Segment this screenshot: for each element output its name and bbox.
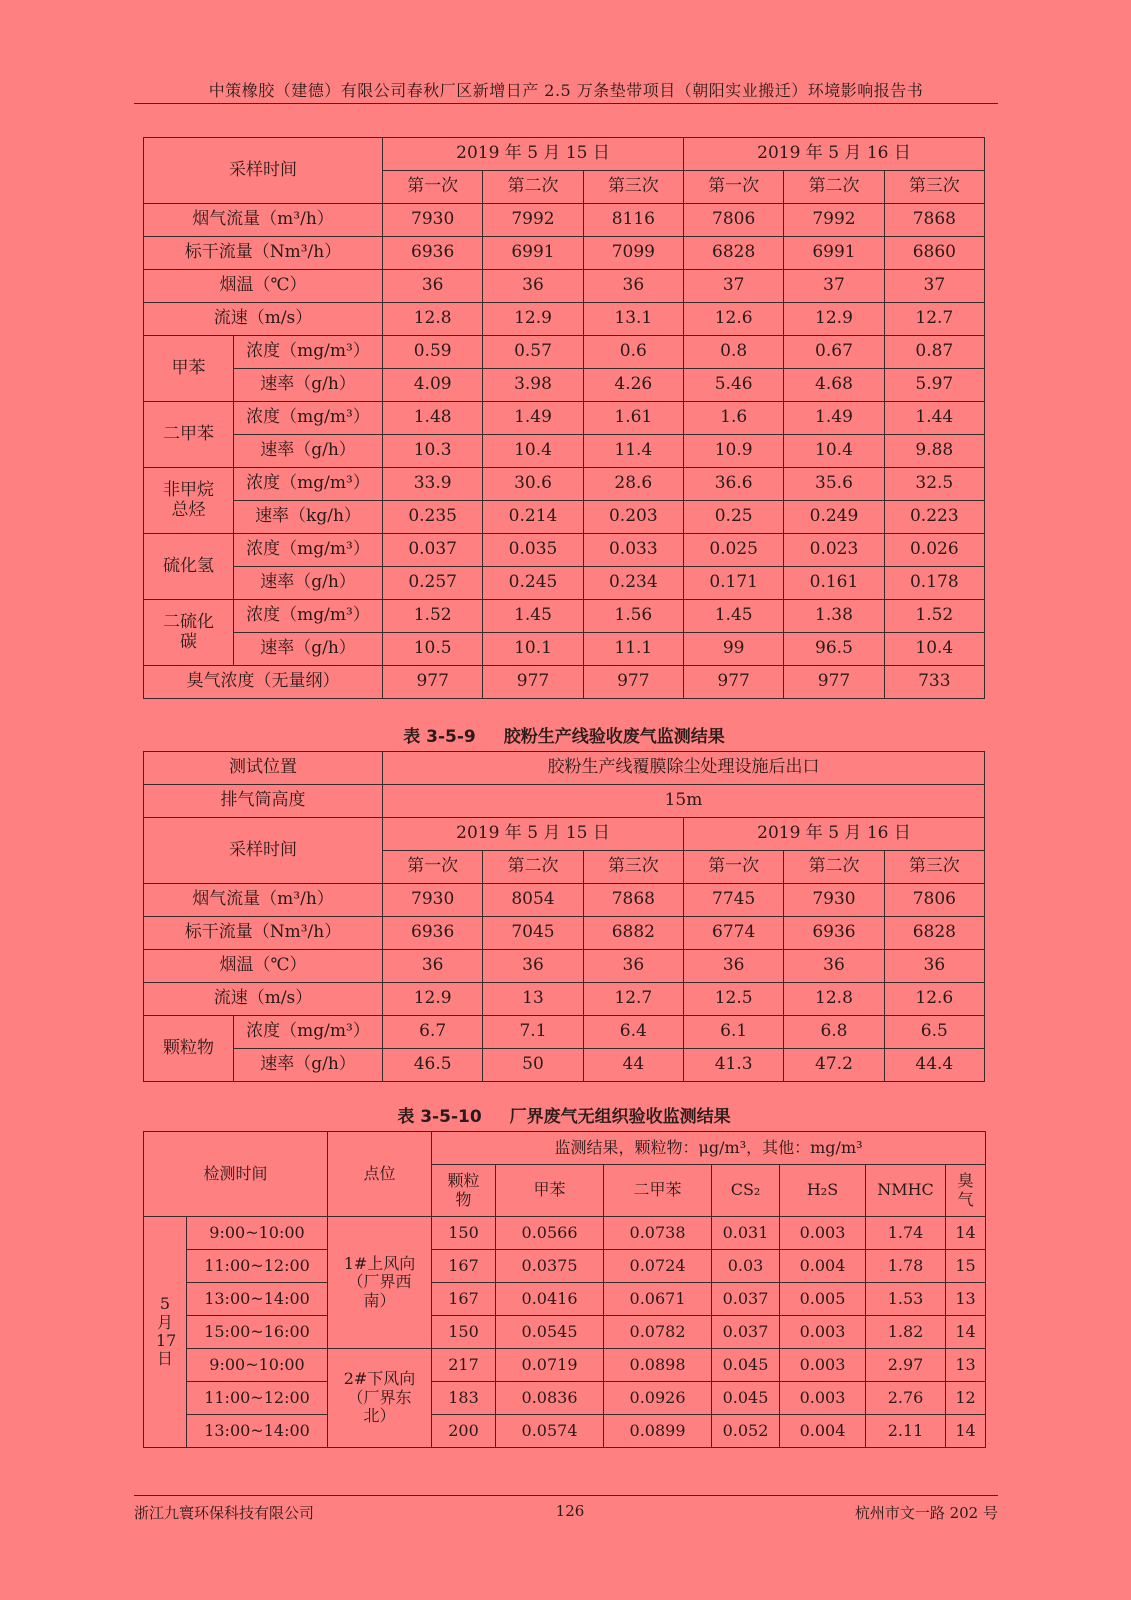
cell: 6.7: [383, 1016, 483, 1049]
cell: 6.8: [784, 1016, 884, 1049]
cell: 1.52: [884, 600, 984, 633]
cell: 0.004: [780, 1250, 866, 1283]
cell: 46.5: [383, 1049, 483, 1082]
pollutant-name: 硫化氢: [144, 534, 234, 600]
cell: 0.8: [683, 336, 783, 369]
cell: 167: [432, 1250, 496, 1283]
cell: 0.0671: [604, 1283, 712, 1316]
cell: 96.5: [784, 633, 884, 666]
cell: 7992: [784, 204, 884, 237]
cell: 0.037: [383, 534, 483, 567]
cell: 37: [784, 270, 884, 303]
cell: 7868: [583, 884, 683, 917]
cell: 0.257: [383, 567, 483, 600]
footer-rule: [134, 1495, 998, 1496]
row-label: 臭气浓度（无量纲）: [144, 666, 383, 699]
table-row: [144, 567, 985, 600]
table-caption: [143, 1102, 985, 1127]
cell: 11.1: [583, 633, 683, 666]
cell: 7930: [383, 204, 483, 237]
table-row: [144, 204, 985, 237]
row-label: 排气筒高度: [144, 785, 383, 818]
cell: 1.45: [683, 600, 783, 633]
cell: 0.178: [884, 567, 984, 600]
pollutant-name: 非甲烷总烃: [144, 468, 234, 534]
cell: 7.1: [483, 1016, 583, 1049]
table-row: [144, 917, 985, 950]
cell: 0.0416: [496, 1283, 604, 1316]
cell: 1.78: [866, 1250, 946, 1283]
date-header: 2019 年 5 月 16 日: [683, 138, 984, 171]
table-row: [144, 270, 985, 303]
voc-monitoring-table: [143, 137, 985, 699]
col-header: CS₂: [712, 1165, 780, 1217]
table-row: [144, 1283, 986, 1316]
col-header: H₂S: [780, 1165, 866, 1217]
cell: 12.6: [683, 303, 783, 336]
sampling-time-header: 采样时间: [144, 138, 383, 204]
row-label: 浓度（mg/m³）: [234, 336, 383, 369]
sampling-time-header: 采样时间: [144, 818, 383, 884]
row-label: 烟气流量（m³/h）: [144, 884, 383, 917]
cell: 7806: [884, 884, 984, 917]
cell: 0.031: [712, 1217, 780, 1250]
table-row: [144, 884, 985, 917]
cell: 47.2: [784, 1049, 884, 1082]
cell: 0.0926: [604, 1382, 712, 1415]
cell: 1.52: [383, 600, 483, 633]
row-label: 烟气流量（m³/h）: [144, 204, 383, 237]
pollutant-name: 甲苯: [144, 336, 234, 402]
cell: 32.5: [884, 468, 984, 501]
cell: 0.045: [712, 1382, 780, 1415]
cell: 6.1: [683, 1016, 783, 1049]
cell: 0.57: [483, 336, 583, 369]
cell: 36: [383, 270, 483, 303]
cell: 99: [683, 633, 783, 666]
table-row: [144, 1382, 986, 1415]
cell: 6.4: [583, 1016, 683, 1049]
table-row: [144, 501, 985, 534]
cell: 6860: [884, 237, 984, 270]
col-header: 甲苯: [496, 1165, 604, 1217]
page-number: 126: [555, 1502, 585, 1520]
row-label: 测试位置: [144, 752, 383, 785]
cell: 2.11: [866, 1415, 946, 1448]
cell: 10.9: [683, 435, 783, 468]
table-row: [144, 1217, 986, 1250]
date-cell: 5月17日: [144, 1217, 187, 1448]
cell: 977: [483, 666, 583, 699]
table-row: [144, 1250, 986, 1283]
row-label: 速率（g/h）: [234, 633, 383, 666]
col-header: 颗粒物: [432, 1165, 496, 1217]
cell: 0.045: [712, 1349, 780, 1382]
cell: 36.6: [683, 468, 783, 501]
row-label: 浓度（mg/m³）: [234, 600, 383, 633]
table-row: [144, 950, 985, 983]
caption-number: 表 3-5-9: [403, 727, 476, 747]
cell: 37: [683, 270, 783, 303]
cell: 5.46: [683, 369, 783, 402]
row-label: 浓度（mg/m³）: [234, 468, 383, 501]
cell: 0.235: [383, 501, 483, 534]
cell: 28.6: [583, 468, 683, 501]
cell: 13.1: [583, 303, 683, 336]
run-header: 第二次: [784, 171, 884, 204]
cell: 44: [583, 1049, 683, 1082]
cell: 10.4: [884, 633, 984, 666]
cell: 4.68: [784, 369, 884, 402]
cell: 7868: [884, 204, 984, 237]
cell: 44.4: [884, 1049, 984, 1082]
cell: 0.171: [683, 567, 783, 600]
cell: 1.74: [866, 1217, 946, 1250]
cell: 36: [483, 270, 583, 303]
row-label: 速率（g/h）: [234, 369, 383, 402]
cell: 1.48: [383, 402, 483, 435]
time-cell: 13:00~14:00: [187, 1283, 328, 1316]
table-row: [144, 336, 985, 369]
cell: 6828: [683, 237, 783, 270]
cell: 36: [583, 950, 683, 983]
cell: 10.3: [383, 435, 483, 468]
run-header: 第一次: [383, 851, 483, 884]
cell: 977: [784, 666, 884, 699]
cell: 0.033: [583, 534, 683, 567]
cell: 0.0375: [496, 1250, 604, 1283]
cell: 183: [432, 1382, 496, 1415]
caption-number: 表 3-5-10: [397, 1107, 482, 1127]
cell: 41.3: [683, 1049, 783, 1082]
cell: 7099: [583, 237, 683, 270]
cell: 7992: [483, 204, 583, 237]
cell: 30.6: [483, 468, 583, 501]
boundary-monitoring-table: [143, 1131, 986, 1448]
cell: 0.59: [383, 336, 483, 369]
time-header: 检测时间: [144, 1132, 328, 1217]
cell: 4.26: [583, 369, 683, 402]
table-row: [144, 1049, 985, 1082]
cell: 0.0782: [604, 1316, 712, 1349]
time-cell: 9:00~10:00: [187, 1217, 328, 1250]
cell: 0.234: [583, 567, 683, 600]
cell: 7745: [683, 884, 783, 917]
cell: 6936: [784, 917, 884, 950]
cell: 977: [383, 666, 483, 699]
cell: 6936: [383, 917, 483, 950]
cell: 0.004: [780, 1415, 866, 1448]
site-cell: 1#上风向（厂界西南）: [328, 1217, 432, 1349]
cell: 6828: [884, 917, 984, 950]
caption-text: 厂界废气无组织验收监测结果: [509, 1107, 731, 1127]
table-row: [144, 237, 985, 270]
cell: 0.0899: [604, 1415, 712, 1448]
cell: 977: [583, 666, 683, 699]
cell: 0.035: [483, 534, 583, 567]
cell: 36: [383, 950, 483, 983]
cell: 35.6: [784, 468, 884, 501]
run-header: 第二次: [784, 851, 884, 884]
row-label: 速率（g/h）: [234, 435, 383, 468]
cell: 1.49: [483, 402, 583, 435]
cell: 0.003: [780, 1217, 866, 1250]
cell: 0.003: [780, 1349, 866, 1382]
row-label: 烟温（℃）: [144, 950, 383, 983]
run-header: 第三次: [884, 171, 984, 204]
cell: 12.9: [383, 983, 483, 1016]
cell: 3.98: [483, 369, 583, 402]
run-header: 第二次: [483, 171, 583, 204]
cell: 12.9: [784, 303, 884, 336]
cell: 0.0574: [496, 1415, 604, 1448]
time-cell: 11:00~12:00: [187, 1250, 328, 1283]
date-header: 2019 年 5 月 16 日: [683, 818, 984, 851]
cell: 37: [884, 270, 984, 303]
table-row: [144, 1415, 986, 1448]
site-header: 点位: [328, 1132, 432, 1217]
cell: 0.0724: [604, 1250, 712, 1283]
cell: 12: [946, 1382, 986, 1415]
row-label: 浓度（mg/m³）: [234, 1016, 383, 1049]
footer-company: 浙江九寰环保科技有限公司: [134, 1504, 315, 1522]
cell: 6936: [383, 237, 483, 270]
cell: 0.223: [884, 501, 984, 534]
row-label: 浓度（mg/m³）: [234, 534, 383, 567]
time-cell: 11:00~12:00: [187, 1382, 328, 1415]
row-label: 标干流量（Nm³/h）: [144, 237, 383, 270]
row-label: 流速（m/s）: [144, 983, 383, 1016]
cell: 0.214: [483, 501, 583, 534]
cell: 10.4: [784, 435, 884, 468]
table-row: [144, 600, 985, 633]
table-row: [144, 1016, 985, 1049]
cell: 6774: [683, 917, 783, 950]
run-header: 第一次: [683, 851, 783, 884]
time-cell: 15:00~16:00: [187, 1316, 328, 1349]
cell: 150: [432, 1217, 496, 1250]
col-header: NMHC: [866, 1165, 946, 1217]
time-cell: 9:00~10:00: [187, 1349, 328, 1382]
cell: 1.82: [866, 1316, 946, 1349]
cell: 1.56: [583, 600, 683, 633]
cell: 150: [432, 1316, 496, 1349]
row-label: 速率（g/h）: [234, 567, 383, 600]
cell: 12.8: [383, 303, 483, 336]
cell: 36: [583, 270, 683, 303]
cell: 0.25: [683, 501, 783, 534]
cell: 36: [483, 950, 583, 983]
table-row: [144, 369, 985, 402]
date-header: 2019 年 5 月 15 日: [383, 818, 684, 851]
cell: 1.44: [884, 402, 984, 435]
cell: 733: [884, 666, 984, 699]
caption-text: 胶粉生产线验收废气监测结果: [503, 727, 725, 747]
cell: 2.76: [866, 1382, 946, 1415]
cell: 1.38: [784, 600, 884, 633]
cell: 12.9: [483, 303, 583, 336]
row-label: 速率（g/h）: [234, 1049, 383, 1082]
table-row: [144, 666, 985, 699]
cell: 10.4: [483, 435, 583, 468]
cell: 14: [946, 1415, 986, 1448]
result-header: 监测结果，颗粒物：μg/m³，其他：mg/m³: [432, 1132, 986, 1165]
cell: 0.0836: [496, 1382, 604, 1415]
cell: 6882: [583, 917, 683, 950]
table-row: [144, 402, 985, 435]
cell: 5.97: [884, 369, 984, 402]
cell: 13: [483, 983, 583, 1016]
cell: 2.97: [866, 1349, 946, 1382]
rubber-powder-monitoring-table: [143, 751, 985, 1082]
site-cell: 2#下风向（厂界东北）: [328, 1349, 432, 1448]
cell: 0.249: [784, 501, 884, 534]
cell: 0.0566: [496, 1217, 604, 1250]
cell: 0.03: [712, 1250, 780, 1283]
table-row: [144, 633, 985, 666]
cell: 15: [946, 1250, 986, 1283]
cell: 12.7: [884, 303, 984, 336]
cell: 10.5: [383, 633, 483, 666]
table-row: [144, 534, 985, 567]
cell: 4.09: [383, 369, 483, 402]
cell: 12.8: [784, 983, 884, 1016]
cell: 50: [483, 1049, 583, 1082]
run-header: 第三次: [583, 851, 683, 884]
col-header: 臭气: [946, 1165, 986, 1217]
cell: 7045: [483, 917, 583, 950]
row-label: 标干流量（Nm³/h）: [144, 917, 383, 950]
cell: 0.161: [784, 567, 884, 600]
run-header: 第一次: [683, 171, 783, 204]
cell: 0.0738: [604, 1217, 712, 1250]
cell: 6991: [784, 237, 884, 270]
cell: 12.6: [884, 983, 984, 1016]
cell: 977: [683, 666, 783, 699]
table-row: [144, 983, 985, 1016]
document-header: 中策橡胶（建德）有限公司春秋厂区新增日产 2.5 万条垫带项目（朝阳实业搬迁）环境影响报告书: [208, 81, 924, 100]
pollutant-name: 颗粒物: [144, 1016, 234, 1082]
cell: 0.203: [583, 501, 683, 534]
cell: 200: [432, 1415, 496, 1448]
cell: 0.037: [712, 1316, 780, 1349]
cell: 7930: [784, 884, 884, 917]
cell: 13: [946, 1349, 986, 1382]
cell: 167: [432, 1283, 496, 1316]
cell: 6.5: [884, 1016, 984, 1049]
cell: 0.037: [712, 1283, 780, 1316]
col-header: 二甲苯: [604, 1165, 712, 1217]
cell: 14: [946, 1217, 986, 1250]
cell: 0.87: [884, 336, 984, 369]
row-label: 速率（kg/h）: [234, 501, 383, 534]
row-label: 浓度（mg/m³）: [234, 402, 383, 435]
cell: 0.0545: [496, 1316, 604, 1349]
run-header: 第三次: [884, 851, 984, 884]
time-cell: 13:00~14:00: [187, 1415, 328, 1448]
cell: 13: [946, 1283, 986, 1316]
run-header: 第三次: [583, 171, 683, 204]
cell: 36: [784, 950, 884, 983]
cell: 14: [946, 1316, 986, 1349]
cell: 0.003: [780, 1382, 866, 1415]
cell: 8116: [583, 204, 683, 237]
table-row: [144, 1349, 986, 1382]
row-label: 流速（m/s）: [144, 303, 383, 336]
cell: 10.1: [483, 633, 583, 666]
cell: 0.023: [784, 534, 884, 567]
cell: 1.49: [784, 402, 884, 435]
cell: 7806: [683, 204, 783, 237]
cell: 0.67: [784, 336, 884, 369]
cell: 0.0719: [496, 1349, 604, 1382]
table-row: [144, 468, 985, 501]
cell: 36: [884, 950, 984, 983]
cell: 12.5: [683, 983, 783, 1016]
pollutant-name: 二甲苯: [144, 402, 234, 468]
cell: 0.052: [712, 1415, 780, 1448]
cell: 7930: [383, 884, 483, 917]
table-row: [144, 1316, 986, 1349]
cell: 1.6: [683, 402, 783, 435]
cell: 0.0898: [604, 1349, 712, 1382]
cell: 0.025: [683, 534, 783, 567]
date-header: 2019 年 5 月 15 日: [383, 138, 684, 171]
header-rule: [134, 103, 998, 104]
cell: 15m: [383, 785, 985, 818]
cell: 0.026: [884, 534, 984, 567]
cell: 胶粉生产线覆膜除尘处理设施后出口: [383, 752, 985, 785]
cell: 36: [683, 950, 783, 983]
cell: 0.003: [780, 1316, 866, 1349]
cell: 217: [432, 1349, 496, 1382]
cell: 0.005: [780, 1283, 866, 1316]
run-header: 第一次: [383, 171, 483, 204]
cell: 0.6: [583, 336, 683, 369]
footer-address: 杭州市文一路 202 号: [854, 1504, 998, 1522]
cell: 8054: [483, 884, 583, 917]
cell: 1.61: [583, 402, 683, 435]
cell: 9.88: [884, 435, 984, 468]
table-row: [144, 303, 985, 336]
pollutant-name: 二硫化碳: [144, 600, 234, 666]
cell: 1.53: [866, 1283, 946, 1316]
cell: 6991: [483, 237, 583, 270]
cell: 12.7: [583, 983, 683, 1016]
run-header: 第二次: [483, 851, 583, 884]
row-label: 烟温（℃）: [144, 270, 383, 303]
cell: 1.45: [483, 600, 583, 633]
cell: 33.9: [383, 468, 483, 501]
cell: 0.245: [483, 567, 583, 600]
table-row: [144, 435, 985, 468]
cell: 11.4: [583, 435, 683, 468]
table-caption: [143, 722, 985, 747]
